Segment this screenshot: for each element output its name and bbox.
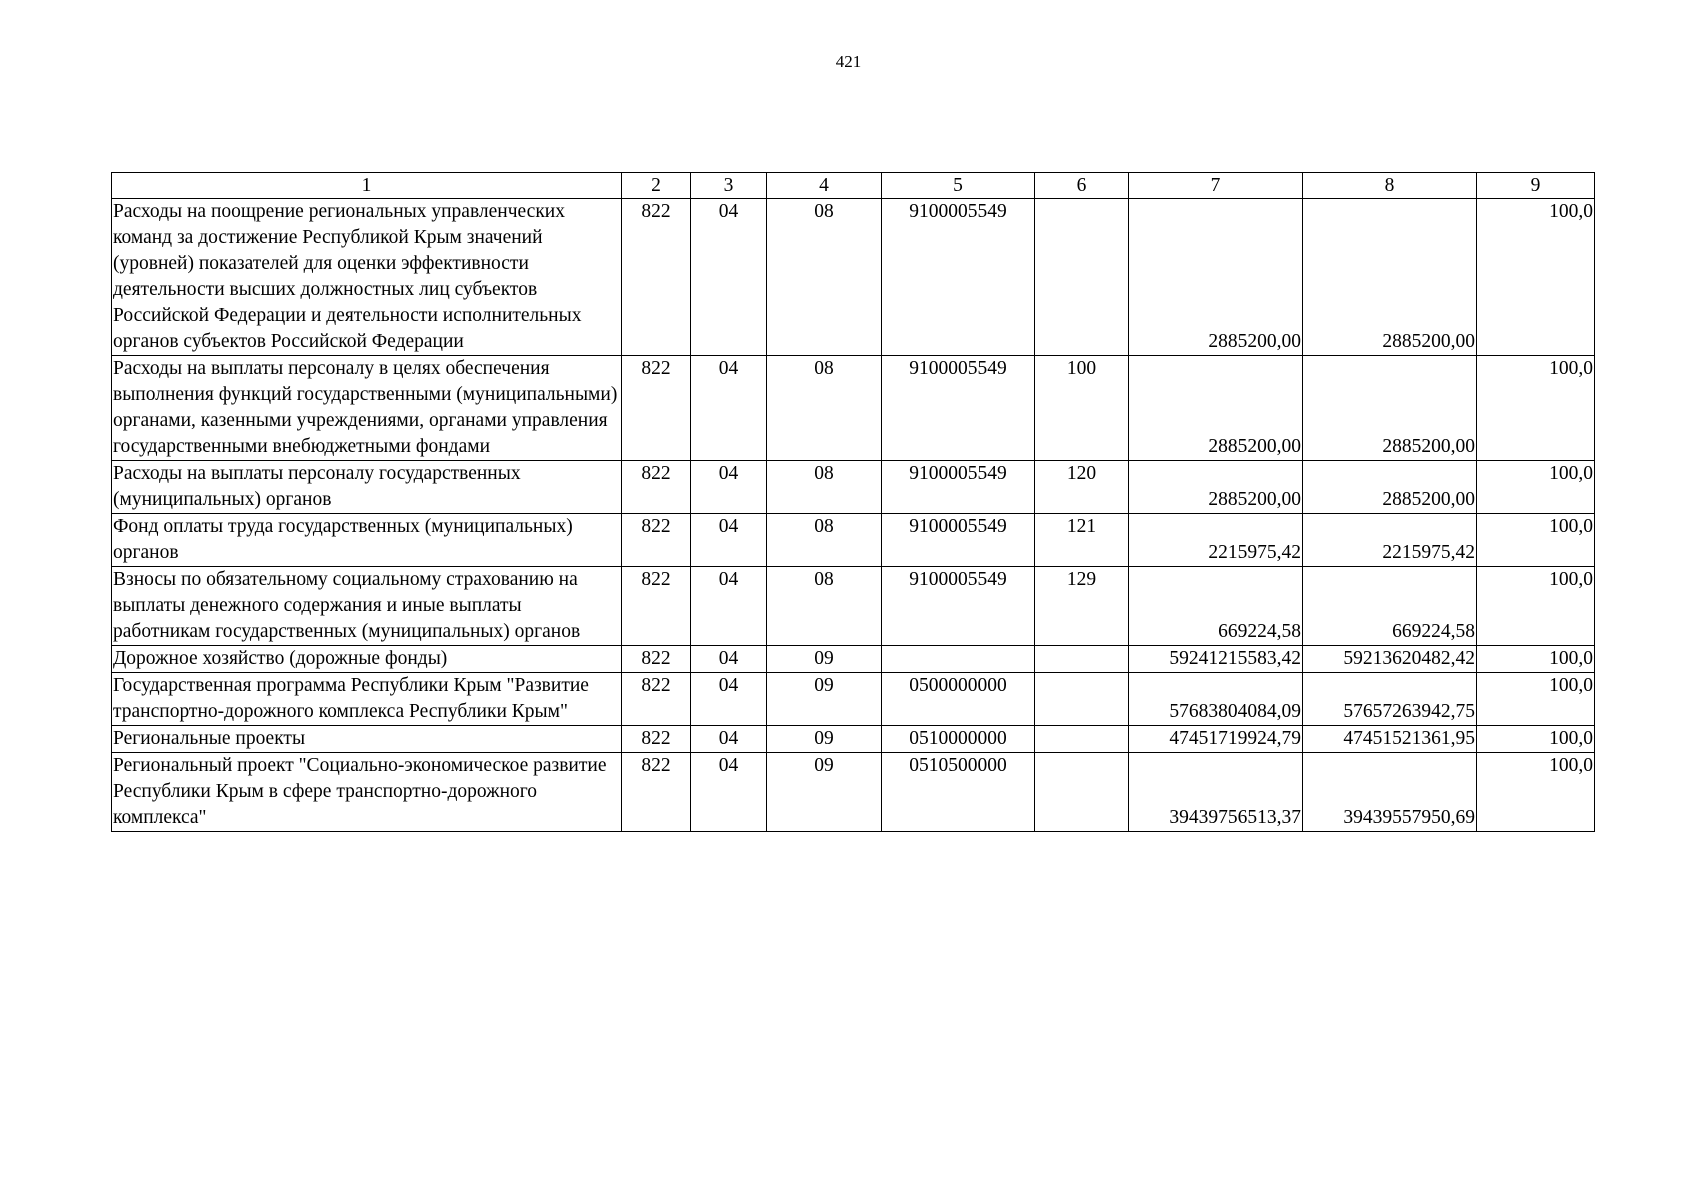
cell-col-5: 9100005549 bbox=[882, 356, 1035, 461]
cell-col-5: 9100005549 bbox=[882, 199, 1035, 356]
cell-col-7: 2885200,00 bbox=[1129, 461, 1303, 514]
row-name: Расходы на поощрение региональных управленческих команд за достижение Республикой Крым значений (уровней) показателей для оценки эффективности деятельности высших должностных лиц субъектов Российской Федерации и деятельности исполнительных органов субъектов Российской Федерации bbox=[112, 199, 622, 356]
row-name: Дорожное хозяйство (дорожные фонды) bbox=[112, 646, 622, 673]
header-col-1: 1 bbox=[112, 173, 622, 199]
table-row bbox=[112, 199, 1595, 356]
row-name: Государственная программа Республики Крым "Развитие транспортно-дорожного комплекса Республики Крым" bbox=[112, 673, 622, 726]
header-col-4: 4 bbox=[767, 173, 882, 199]
cell-col-9: 100,0 bbox=[1477, 514, 1595, 567]
page-number: 421 bbox=[835, 52, 862, 71]
table-row bbox=[112, 461, 1595, 514]
cell-col-2: 822 bbox=[622, 514, 691, 567]
table-row bbox=[112, 673, 1595, 726]
header-col-5: 5 bbox=[882, 173, 1035, 199]
row-name: Расходы на выплаты персоналу государственных (муниципальных) органов bbox=[112, 461, 622, 514]
cell-col-9: 100,0 bbox=[1477, 646, 1595, 673]
cell-col-6 bbox=[1035, 753, 1129, 832]
cell-col-2: 822 bbox=[622, 646, 691, 673]
cell-col-2: 822 bbox=[622, 726, 691, 753]
cell-col-9: 100,0 bbox=[1477, 356, 1595, 461]
cell-col-6: 100 bbox=[1035, 356, 1129, 461]
cell-col-3: 04 bbox=[691, 726, 767, 753]
cell-col-4: 08 bbox=[767, 514, 882, 567]
cell-col-9: 100,0 bbox=[1477, 461, 1595, 514]
header-col-8: 8 bbox=[1303, 173, 1477, 199]
cell-col-5 bbox=[882, 646, 1035, 673]
cell-col-6: 120 bbox=[1035, 461, 1129, 514]
header-col-2: 2 bbox=[622, 173, 691, 199]
cell-col-9: 100,0 bbox=[1477, 199, 1595, 356]
cell-col-4: 08 bbox=[767, 461, 882, 514]
cell-col-3: 04 bbox=[691, 199, 767, 356]
cell-col-7: 2885200,00 bbox=[1129, 356, 1303, 461]
cell-col-8: 2885200,00 bbox=[1303, 356, 1477, 461]
cell-col-9: 100,0 bbox=[1477, 753, 1595, 832]
row-name: Региональный проект "Социально-экономическое развитие Республики Крым в сфере транспортно-дорожного комплекса" bbox=[112, 753, 622, 832]
cell-col-4: 08 bbox=[767, 356, 882, 461]
row-name: Фонд оплаты труда государственных (муниципальных) органов bbox=[112, 514, 622, 567]
row-name: Расходы на выплаты персоналу в целях обеспечения выполнения функций государственными (муниципальными) органами, казенными учреждениями, органами управления государственными внебюджетными фондами bbox=[112, 356, 622, 461]
table-row bbox=[112, 514, 1595, 567]
header-col-7: 7 bbox=[1129, 173, 1303, 199]
cell-col-8: 669224,58 bbox=[1303, 567, 1477, 646]
cell-col-2: 822 bbox=[622, 753, 691, 832]
table-row bbox=[112, 726, 1595, 753]
cell-col-4: 09 bbox=[767, 726, 882, 753]
table-row bbox=[112, 567, 1595, 646]
cell-col-9: 100,0 bbox=[1477, 567, 1595, 646]
row-name: Взносы по обязательному социальному страхованию на выплаты денежного содержания и иные выплаты работникам государственных (муниципальных) органов bbox=[112, 567, 622, 646]
cell-col-6 bbox=[1035, 673, 1129, 726]
cell-col-7: 2885200,00 bbox=[1129, 199, 1303, 356]
cell-col-8: 2215975,42 bbox=[1303, 514, 1477, 567]
cell-col-5: 0510000000 bbox=[882, 726, 1035, 753]
cell-col-8: 2885200,00 bbox=[1303, 461, 1477, 514]
cell-col-8: 47451521361,95 bbox=[1303, 726, 1477, 753]
cell-col-7: 669224,58 bbox=[1129, 567, 1303, 646]
cell-col-4: 09 bbox=[767, 673, 882, 726]
table-row bbox=[112, 753, 1595, 832]
cell-col-6 bbox=[1035, 726, 1129, 753]
table-row bbox=[112, 646, 1595, 673]
header-row bbox=[112, 173, 1595, 199]
cell-col-3: 04 bbox=[691, 646, 767, 673]
cell-col-3: 04 bbox=[691, 514, 767, 567]
cell-col-7: 59241215583,42 bbox=[1129, 646, 1303, 673]
cell-col-6: 121 bbox=[1035, 514, 1129, 567]
cell-col-2: 822 bbox=[622, 199, 691, 356]
cell-col-4: 09 bbox=[767, 646, 882, 673]
budget-table bbox=[111, 172, 1595, 832]
cell-col-3: 04 bbox=[691, 753, 767, 832]
cell-col-3: 04 bbox=[691, 461, 767, 514]
cell-col-7: 2215975,42 bbox=[1129, 514, 1303, 567]
cell-col-5: 9100005549 bbox=[882, 567, 1035, 646]
header-col-9: 9 bbox=[1477, 173, 1595, 199]
cell-col-8: 57657263942,75 bbox=[1303, 673, 1477, 726]
cell-col-4: 08 bbox=[767, 567, 882, 646]
cell-col-4: 08 bbox=[767, 199, 882, 356]
cell-col-2: 822 bbox=[622, 461, 691, 514]
cell-col-3: 04 bbox=[691, 567, 767, 646]
cell-col-5: 0510500000 bbox=[882, 753, 1035, 832]
cell-col-7: 47451719924,79 bbox=[1129, 726, 1303, 753]
cell-col-8: 2885200,00 bbox=[1303, 199, 1477, 356]
cell-col-3: 04 bbox=[691, 356, 767, 461]
cell-col-3: 04 bbox=[691, 673, 767, 726]
cell-col-8: 59213620482,42 bbox=[1303, 646, 1477, 673]
cell-col-5: 9100005549 bbox=[882, 461, 1035, 514]
cell-col-9: 100,0 bbox=[1477, 673, 1595, 726]
cell-col-9: 100,0 bbox=[1477, 726, 1595, 753]
header-col-6: 6 bbox=[1035, 173, 1129, 199]
cell-col-2: 822 bbox=[622, 673, 691, 726]
cell-col-6 bbox=[1035, 646, 1129, 673]
cell-col-2: 822 bbox=[622, 567, 691, 646]
cell-col-6 bbox=[1035, 199, 1129, 356]
cell-col-8: 39439557950,69 bbox=[1303, 753, 1477, 832]
cell-col-4: 09 bbox=[767, 753, 882, 832]
header-col-3: 3 bbox=[691, 173, 767, 199]
cell-col-5: 9100005549 bbox=[882, 514, 1035, 567]
row-name: Региональные проекты bbox=[112, 726, 622, 753]
table-row bbox=[112, 356, 1595, 461]
cell-col-7: 39439756513,37 bbox=[1129, 753, 1303, 832]
cell-col-6: 129 bbox=[1035, 567, 1129, 646]
cell-col-2: 822 bbox=[622, 356, 691, 461]
cell-col-7: 57683804084,09 bbox=[1129, 673, 1303, 726]
cell-col-5: 0500000000 bbox=[882, 673, 1035, 726]
